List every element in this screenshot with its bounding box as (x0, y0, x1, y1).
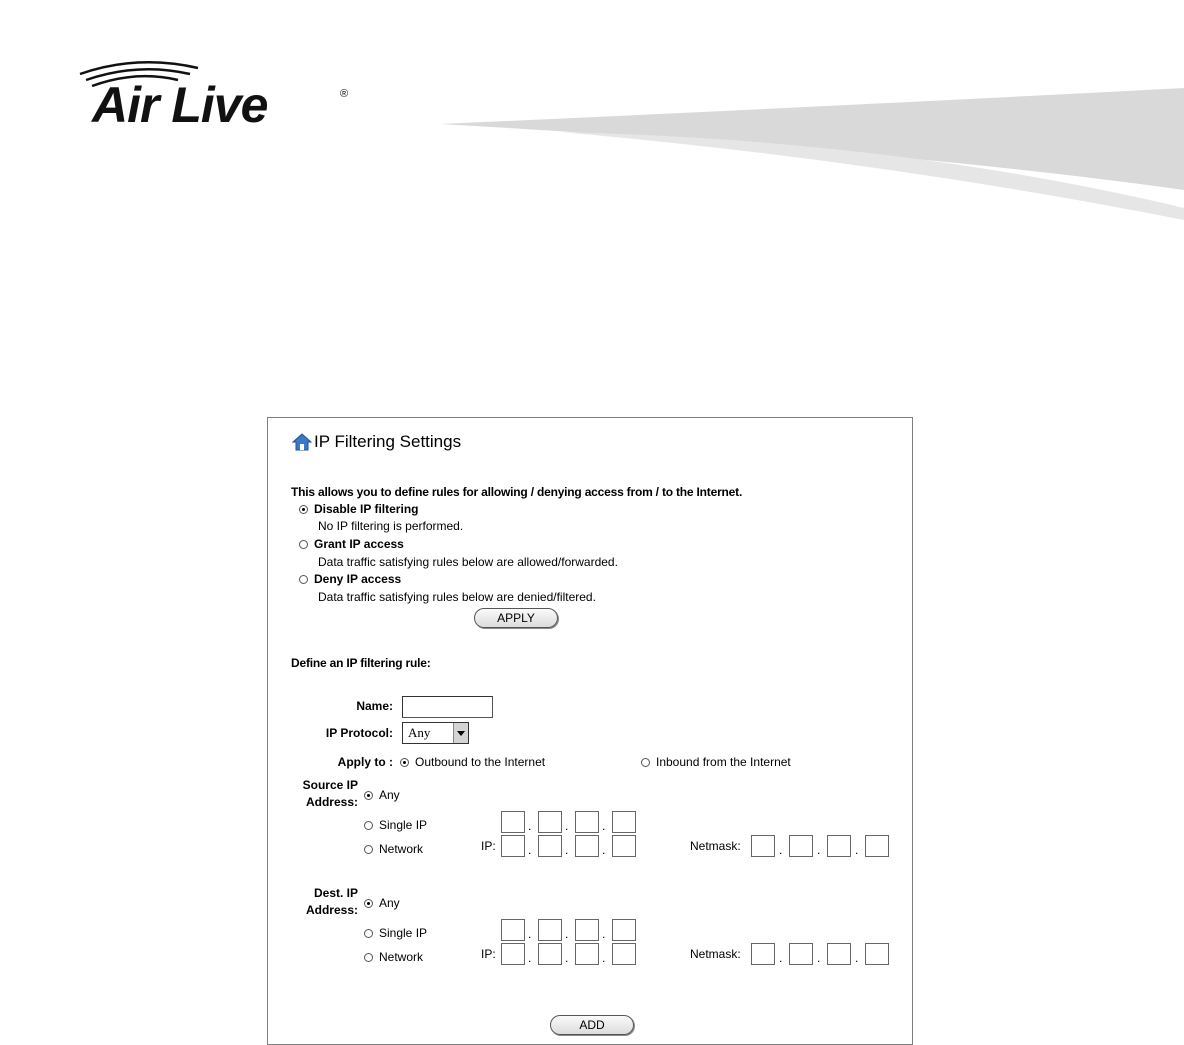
dest-ip-label-line1: Dest. IP (313, 886, 358, 900)
dest-network-label: Network (379, 950, 424, 964)
dest-ip-label (278, 885, 358, 919)
apply-button[interactable]: APPLY (474, 608, 558, 628)
dest-network-ip-octet-2[interactable] (538, 943, 562, 965)
dest-network-option[interactable] (364, 950, 423, 964)
octet-separator: . (528, 951, 532, 965)
name-input[interactable] (402, 696, 493, 718)
octet-separator: . (528, 927, 532, 941)
source-network-ip-octet-3[interactable] (575, 835, 599, 857)
dest-netmask-octet-1[interactable] (751, 943, 775, 965)
source-single-option[interactable] (364, 818, 427, 832)
octet-separator: . (565, 819, 569, 833)
protocol-label: IP Protocol: (325, 726, 393, 740)
source-single-radio[interactable] (364, 821, 373, 830)
dest-network-ip-octet-1[interactable] (501, 943, 525, 965)
octet-separator: . (565, 843, 569, 857)
octet-separator: . (855, 843, 859, 857)
home-icon (292, 433, 312, 451)
add-button[interactable]: ADD (550, 1015, 634, 1035)
dest-single-ip-octet-1[interactable] (501, 919, 525, 941)
source-netmask-octet-2[interactable] (789, 835, 813, 857)
source-any-label: Any (379, 788, 400, 802)
octet-separator: . (565, 951, 569, 965)
apply-to-outbound-radio[interactable] (400, 758, 409, 767)
source-any-option[interactable] (364, 788, 400, 802)
dest-single-ip-octet-2[interactable] (538, 919, 562, 941)
mode-deny-label: Deny IP access (314, 572, 402, 586)
dest-single-ip-octet-4[interactable] (612, 919, 636, 941)
dest-netmask-octet-2[interactable] (789, 943, 813, 965)
name-label: Name: (356, 699, 393, 713)
dest-network-radio[interactable] (364, 953, 373, 962)
dest-single-ip-octet-3[interactable] (575, 919, 599, 941)
source-ip-label-line2: Address: (305, 795, 358, 809)
mode-disable-option[interactable] (299, 502, 418, 516)
octet-separator: . (528, 819, 532, 833)
registered-mark: ® (340, 88, 349, 100)
octet-separator: . (817, 843, 821, 857)
dest-network-ip-label: IP: (481, 947, 496, 961)
source-network-label: Network (379, 842, 424, 856)
page-title-text: IP Filtering Settings (314, 432, 462, 451)
mode-deny-desc: Data traffic satisfying rules below are denied/filtered. (318, 590, 596, 604)
source-netmask-octet-4[interactable] (865, 835, 889, 857)
protocol-select[interactable] (402, 722, 469, 744)
header-swoosh (0, 0, 1184, 240)
mode-grant-option[interactable] (299, 537, 404, 551)
dest-single-option[interactable] (364, 926, 427, 940)
octet-separator: . (855, 951, 859, 965)
octet-separator: . (602, 819, 606, 833)
mode-deny-radio[interactable] (299, 575, 308, 584)
octet-separator: . (779, 843, 783, 857)
octet-separator: . (528, 843, 532, 857)
source-network-radio[interactable] (364, 845, 373, 854)
source-netmask-label: Netmask: (690, 839, 741, 853)
mode-grant-label: Grant IP access (314, 537, 404, 551)
mode-grant-desc: Data traffic satisfying rules below are allowed/forwarded. (318, 555, 618, 569)
chevron-down-icon[interactable] (453, 723, 468, 743)
source-network-ip-label: IP: (481, 839, 496, 853)
apply-to-inbound-option[interactable] (641, 755, 791, 769)
source-network-ip-octet-4[interactable] (612, 835, 636, 857)
source-netmask-octet-1[interactable] (751, 835, 775, 857)
source-network-ip-octet-2[interactable] (538, 835, 562, 857)
rule-section-title: Define an IP filtering rule: (291, 656, 431, 670)
source-single-label: Single IP (379, 818, 428, 832)
dest-network-ip-octet-4[interactable] (612, 943, 636, 965)
mode-disable-desc: No IP filtering is performed. (318, 519, 464, 533)
dest-any-option[interactable] (364, 896, 400, 910)
apply-to-inbound-label: Inbound from the Internet (656, 755, 791, 769)
apply-to-label: Apply to : (337, 755, 393, 769)
intro-text: This allows you to define rules for allowing / denying access from / to the Internet. (291, 485, 743, 499)
dest-network-ip-octet-3[interactable] (575, 943, 599, 965)
mode-disable-radio[interactable] (299, 505, 308, 514)
mode-disable-label: Disable IP filtering (314, 502, 419, 516)
octet-separator: . (602, 927, 606, 941)
dest-netmask-label: Netmask: (690, 947, 741, 961)
source-single-ip-octet-2[interactable] (538, 811, 562, 833)
mode-grant-radio[interactable] (299, 540, 308, 549)
source-single-ip-octet-3[interactable] (575, 811, 599, 833)
dest-any-label: Any (379, 896, 400, 910)
dest-ip-label-line2: Address: (305, 903, 358, 917)
source-network-ip-octet-1[interactable] (501, 835, 525, 857)
page-title (292, 432, 461, 452)
mode-deny-option[interactable] (299, 572, 401, 586)
dest-any-radio[interactable] (364, 899, 373, 908)
source-ip-label (278, 777, 358, 811)
octet-separator: . (565, 927, 569, 941)
octet-separator: . (779, 951, 783, 965)
protocol-select-value: Any (408, 725, 431, 740)
source-netmask-octet-3[interactable] (827, 835, 851, 857)
ip-filtering-panel (267, 417, 913, 1045)
octet-separator: . (602, 843, 606, 857)
dest-single-label: Single IP (379, 926, 428, 940)
dest-single-radio[interactable] (364, 929, 373, 938)
dest-netmask-octet-4[interactable] (865, 943, 889, 965)
apply-to-outbound-option[interactable] (400, 755, 545, 769)
source-any-radio[interactable] (364, 791, 373, 800)
source-single-ip-octet-1[interactable] (501, 811, 525, 833)
logo-wordmark: Air Live (92, 77, 268, 133)
source-ip-label-line1: Source IP (302, 778, 358, 792)
dest-netmask-octet-3[interactable] (827, 943, 851, 965)
source-network-option[interactable] (364, 842, 423, 856)
source-single-ip-octet-4[interactable] (612, 811, 636, 833)
apply-to-outbound-label: Outbound to the Internet (415, 755, 546, 769)
octet-separator: . (817, 951, 821, 965)
apply-to-inbound-radio[interactable] (641, 758, 650, 767)
octet-separator: . (602, 951, 606, 965)
